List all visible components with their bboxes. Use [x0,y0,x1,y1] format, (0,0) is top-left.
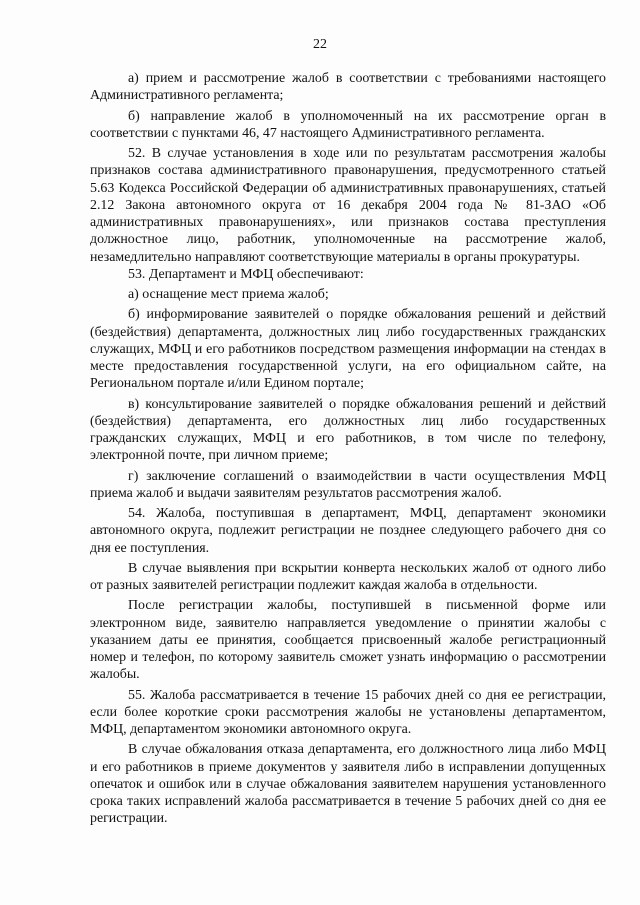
page-number: 22 [313,37,327,52]
paragraph-item-52: 52. В случае установления в ходе или по результатам рассмотрения жалобы признаков состава административного правонарушения, предусмотренного статьей 5.63 Кодекса Российской Федерации об административных правонарушениях, статьей 2.12 Закона автономного округа от 16 декабря 2004 года № 81-ЗАО «Об административных правонарушениях», или признаков состава преступления должностное лицо, работник, уполномоченные на рассмотрение жалоб, незамедлительно направляют соответствующие материалы в органы прокуратуры. [90,146,606,265]
paragraph-registration-notice: После регистрации жалобы, поступившей в письменной форме или электронном виде, заявителю направляется уведомление о принятии жалобы с указанием даты ее принятия, сообщается присвоенный жалобе регистрационный номер и телефон, по которому заявитель сможет узнать информацию о рассмотрении жалобы. [90,598,606,683]
paragraph-2: б) направление жалоб в уполномоченный на их рассмотрение орган в соответствии с пунктами 46, 47 настоящего Административного регламента. [90,108,606,141]
document-body [90,70,606,828]
paragraph-item-55: 55. Жалоба рассматривается в течение 15 рабочих дней со дня ее регистрации, если более короткие сроки рассмотрения жалобы не установлены департаментом, МФЦ, департаментом экономики автономного округа. [90,687,606,737]
paragraph-1: а) прием и рассмотрение жалоб в соответствии с требованиями настоящего Административного регламента; [90,71,606,104]
paragraph-multiple-complaints: В случае выявления при вскрытии конверта нескольких жалоб от одного либо от разных заявителей регистрации подлежит каждая жалоба в отдельности. [90,560,606,593]
paragraph-item-53: 53. Департамент и МФЦ обеспечивают: [128,266,364,282]
paragraph-53-v: в) консультирование заявителей о порядке обжалования решений и действий (бездействия) департамента, его должностных лиц либо государственных гражданских служащих, МФЦ и его работников, в том числе по телефону, электронной почте, при личном приеме; [90,396,606,464]
paragraph-refusal-appeal: В случае обжалования отказа департамента, его должностного лица либо МФЦ и его работников в приеме документов у заявителя либо в исправлении допущенных опечаток и ошибок или в случае обжалования заявителем нарушения установленного срока таких исправлений жалоба рассматривается в течение 5 рабочих дней со дня ее регистрации. [90,742,606,827]
paragraph-53-b: б) информирование заявителей о порядке обжалования решений и действий (бездействия) департамента, должностных лиц либо государственных гражданских служащих, МФЦ и его работников посредством размещения информации на стендах в месте предоставления государственной услуги, на его официальном сайте, на Региональном портале и/или Едином портале; [90,307,606,392]
paragraph-53-g: г) заключение соглашений о взаимодействии в части осуществления МФЦ приема жалоб и выдачи заявителям результатов рассмотрения жалоб. [90,468,606,501]
paragraph-item-54: 54. Жалоба, поступившая в департамент, МФЦ, департамент экономики автономного округа, подлежит регистрации не позднее следующего рабочего дня со дня ее поступления. [90,506,606,556]
paragraph-53-a: а) оснащение мест приема жалоб; [128,287,329,302]
